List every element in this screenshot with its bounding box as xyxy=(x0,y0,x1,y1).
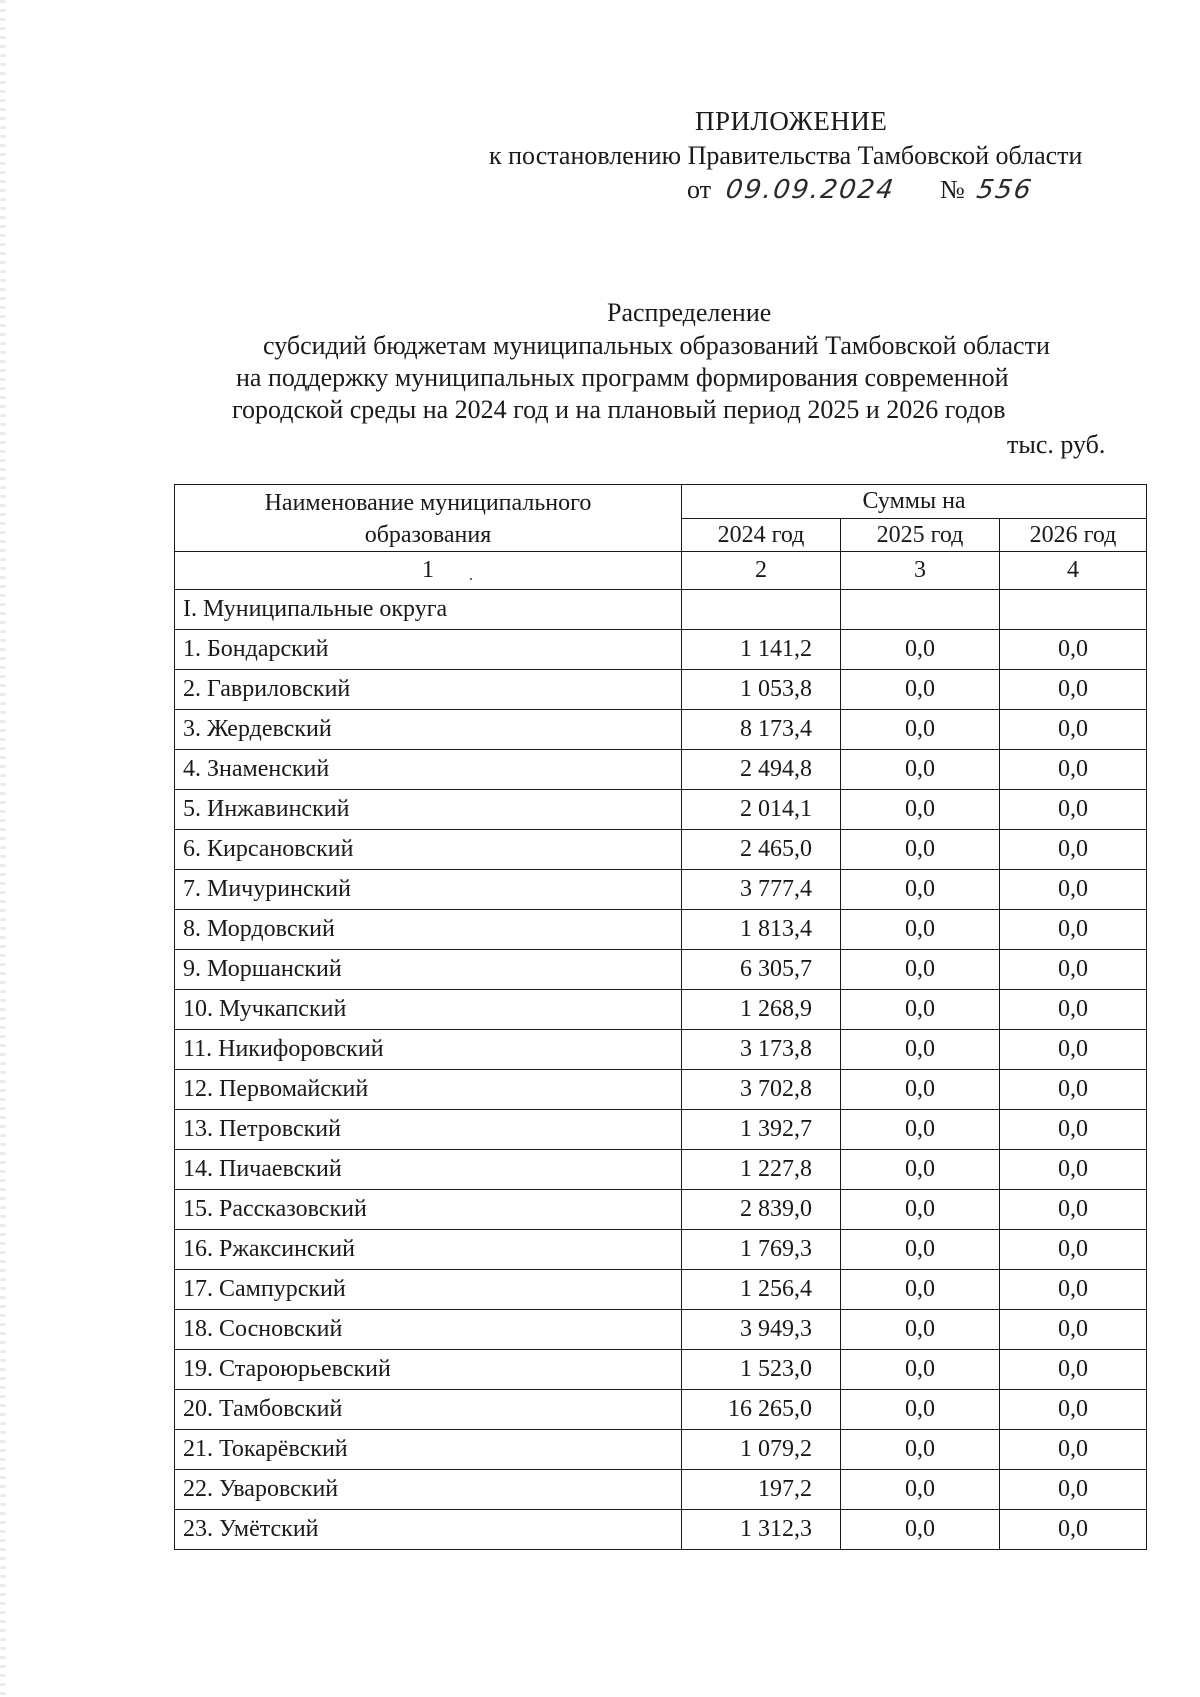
empty-cell xyxy=(682,590,841,630)
amount-2024: 1 769,3 xyxy=(682,1230,841,1270)
municipality-name: 23. Умётский xyxy=(175,1510,682,1550)
amount-2026: 0,0 xyxy=(1000,1510,1147,1550)
document-title-line-3: на поддержку муниципальных программ формирования современной xyxy=(236,363,1009,392)
amount-2024: 3 777,4 xyxy=(682,870,841,910)
amount-2025: 0,0 xyxy=(841,1190,1000,1230)
amount-2026: 0,0 xyxy=(1000,1270,1147,1310)
amount-2024: 1 141,2 xyxy=(682,630,841,670)
amount-2024: 1 813,4 xyxy=(682,910,841,950)
section-title: I. Муниципальные округа xyxy=(175,590,682,630)
amount-2026: 0,0 xyxy=(1000,830,1147,870)
scan-edge xyxy=(0,0,6,1697)
amount-2025: 0,0 xyxy=(841,1030,1000,1070)
amount-2026: 0,0 xyxy=(1000,1110,1147,1150)
appendix-date-line xyxy=(687,174,1036,206)
amount-2026: 0,0 xyxy=(1000,950,1147,990)
amount-2026: 0,0 xyxy=(1000,710,1147,750)
municipality-name: 21. Токарёвский xyxy=(175,1430,682,1470)
amount-2024: 197,2 xyxy=(682,1470,841,1510)
municipality-name: 18. Сосновский xyxy=(175,1310,682,1350)
column-number: 4 xyxy=(1000,552,1147,590)
municipality-name: 22. Уваровский xyxy=(175,1470,682,1510)
table-row xyxy=(175,870,1147,910)
table-row xyxy=(175,1190,1147,1230)
municipality-name: 4. Знаменский xyxy=(175,750,682,790)
municipality-name: 5. Инжавинский xyxy=(175,790,682,830)
column-number: 3 xyxy=(841,552,1000,590)
table-row xyxy=(175,950,1147,990)
amount-2025: 0,0 xyxy=(841,1110,1000,1150)
appendix-title: ПРИЛОЖЕНИЕ xyxy=(695,106,888,136)
amount-2024: 1 079,2 xyxy=(682,1430,841,1470)
municipality-name: 16. Ржаксинский xyxy=(175,1230,682,1270)
municipality-name: 10. Мучкапский xyxy=(175,990,682,1030)
amount-2025: 0,0 xyxy=(841,1310,1000,1350)
handwritten-number: 556 xyxy=(974,175,1036,205)
header-year-2024: 2024 год xyxy=(682,518,841,552)
amount-2024: 2 839,0 xyxy=(682,1190,841,1230)
amount-2025: 0,0 xyxy=(841,1510,1000,1550)
table-row xyxy=(175,1430,1147,1470)
municipality-name: 13. Петровский xyxy=(175,1110,682,1150)
header-year-2026: 2026 год xyxy=(1000,518,1147,552)
amount-2026: 0,0 xyxy=(1000,990,1147,1030)
amount-2025: 0,0 xyxy=(841,1270,1000,1310)
table-row xyxy=(175,1390,1147,1430)
municipality-name: 20. Тамбовский xyxy=(175,1390,682,1430)
table-row xyxy=(175,710,1147,750)
amount-2024: 1 268,9 xyxy=(682,990,841,1030)
municipality-name: 19. Староюрьевский xyxy=(175,1350,682,1390)
amount-2026: 0,0 xyxy=(1000,1150,1147,1190)
amount-2025: 0,0 xyxy=(841,990,1000,1030)
table-row xyxy=(175,1070,1147,1110)
amount-2024: 1 227,8 xyxy=(682,1150,841,1190)
amount-2024: 16 265,0 xyxy=(682,1390,841,1430)
amount-2026: 0,0 xyxy=(1000,1350,1147,1390)
scan-speck xyxy=(470,578,472,580)
amount-2026: 0,0 xyxy=(1000,1190,1147,1230)
header-municipality-name: Наименование муниципального образования xyxy=(175,485,682,552)
amount-2024: 1 256,4 xyxy=(682,1270,841,1310)
amount-2024: 1 053,8 xyxy=(682,670,841,710)
amount-2024: 6 305,7 xyxy=(682,950,841,990)
table-row xyxy=(175,670,1147,710)
amount-2025: 0,0 xyxy=(841,830,1000,870)
amount-2025: 0,0 xyxy=(841,790,1000,830)
document-title-line-2: субсидий бюджетам муниципальных образований Тамбовской области xyxy=(263,331,1050,360)
table-row xyxy=(175,1150,1147,1190)
amount-2026: 0,0 xyxy=(1000,1030,1147,1070)
empty-cell xyxy=(1000,590,1147,630)
municipality-name: 9. Моршанский xyxy=(175,950,682,990)
date-prefix: от xyxy=(687,175,712,204)
units-label: тыс. руб. xyxy=(1007,430,1106,459)
amount-2026: 0,0 xyxy=(1000,910,1147,950)
amount-2024: 2 465,0 xyxy=(682,830,841,870)
municipality-name: 15. Рассказовский xyxy=(175,1190,682,1230)
amount-2024: 3 949,3 xyxy=(682,1310,841,1350)
amount-2024: 3 173,8 xyxy=(682,1030,841,1070)
table-row xyxy=(175,910,1147,950)
amount-2025: 0,0 xyxy=(841,1070,1000,1110)
amount-2025: 0,0 xyxy=(841,870,1000,910)
municipality-name: 8. Мордовский xyxy=(175,910,682,950)
amount-2026: 0,0 xyxy=(1000,1430,1147,1470)
municipality-name: 1. Бондарский xyxy=(175,630,682,670)
amount-2025: 0,0 xyxy=(841,910,1000,950)
amount-2026: 0,0 xyxy=(1000,670,1147,710)
document-title: Распределение xyxy=(607,298,772,327)
amount-2026: 0,0 xyxy=(1000,1390,1147,1430)
section-row xyxy=(175,590,1147,630)
number-prefix: № xyxy=(940,175,965,204)
amount-2024: 1 392,7 xyxy=(682,1110,841,1150)
amount-2026: 0,0 xyxy=(1000,790,1147,830)
amount-2025: 0,0 xyxy=(841,1430,1000,1470)
document-title-line-4: городской среды на 2024 год и на плановый период 2025 и 2026 годов xyxy=(232,395,1006,424)
table-row xyxy=(175,830,1147,870)
table-row xyxy=(175,1310,1147,1350)
amount-2026: 0,0 xyxy=(1000,1230,1147,1270)
table-row xyxy=(175,1110,1147,1150)
appendix-subtitle: к постановлению Правительства Тамбовской области xyxy=(489,141,1083,170)
amount-2025: 0,0 xyxy=(841,1150,1000,1190)
amount-2026: 0,0 xyxy=(1000,1470,1147,1510)
amount-2026: 0,0 xyxy=(1000,1310,1147,1350)
header-year-2025: 2025 год xyxy=(841,518,1000,552)
municipality-name: 11. Никифоровский xyxy=(175,1030,682,1070)
header-sums: Суммы на xyxy=(682,485,1147,519)
amount-2026: 0,0 xyxy=(1000,630,1147,670)
amount-2024: 3 702,8 xyxy=(682,1070,841,1110)
amount-2025: 0,0 xyxy=(841,1230,1000,1270)
table-row xyxy=(175,630,1147,670)
table-row xyxy=(175,1470,1147,1510)
table-row xyxy=(175,790,1147,830)
amount-2024: 2 494,8 xyxy=(682,750,841,790)
municipality-name: 14. Пичаевский xyxy=(175,1150,682,1190)
amount-2024: 8 173,4 xyxy=(682,710,841,750)
municipality-name: 3. Жердевский xyxy=(175,710,682,750)
subsidy-table xyxy=(174,484,1147,1550)
table-row xyxy=(175,1030,1147,1070)
column-number: 1 xyxy=(175,552,682,590)
handwritten-date: 09.09.2024 xyxy=(723,175,897,205)
column-number: 2 xyxy=(682,552,841,590)
municipality-name: 6. Кирсановский xyxy=(175,830,682,870)
table-row xyxy=(175,1230,1147,1270)
amount-2025: 0,0 xyxy=(841,950,1000,990)
table-row xyxy=(175,990,1147,1030)
amount-2024: 2 014,1 xyxy=(682,790,841,830)
amount-2025: 0,0 xyxy=(841,750,1000,790)
table-row xyxy=(175,1510,1147,1550)
table-row xyxy=(175,1350,1147,1390)
table-row xyxy=(175,750,1147,790)
municipality-name: 7. Мичуринский xyxy=(175,870,682,910)
municipality-name: 12. Первомайский xyxy=(175,1070,682,1110)
amount-2025: 0,0 xyxy=(841,670,1000,710)
amount-2025: 0,0 xyxy=(841,1470,1000,1510)
municipality-name: 2. Гавриловский xyxy=(175,670,682,710)
amount-2024: 1 523,0 xyxy=(682,1350,841,1390)
amount-2026: 0,0 xyxy=(1000,870,1147,910)
amount-2025: 0,0 xyxy=(841,1350,1000,1390)
amount-2026: 0,0 xyxy=(1000,1070,1147,1110)
amount-2026: 0,0 xyxy=(1000,750,1147,790)
empty-cell xyxy=(841,590,1000,630)
amount-2025: 0,0 xyxy=(841,710,1000,750)
table-row xyxy=(175,1270,1147,1310)
municipality-name: 17. Сампурский xyxy=(175,1270,682,1310)
amount-2025: 0,0 xyxy=(841,630,1000,670)
amount-2025: 0,0 xyxy=(841,1390,1000,1430)
amount-2024: 1 312,3 xyxy=(682,1510,841,1550)
